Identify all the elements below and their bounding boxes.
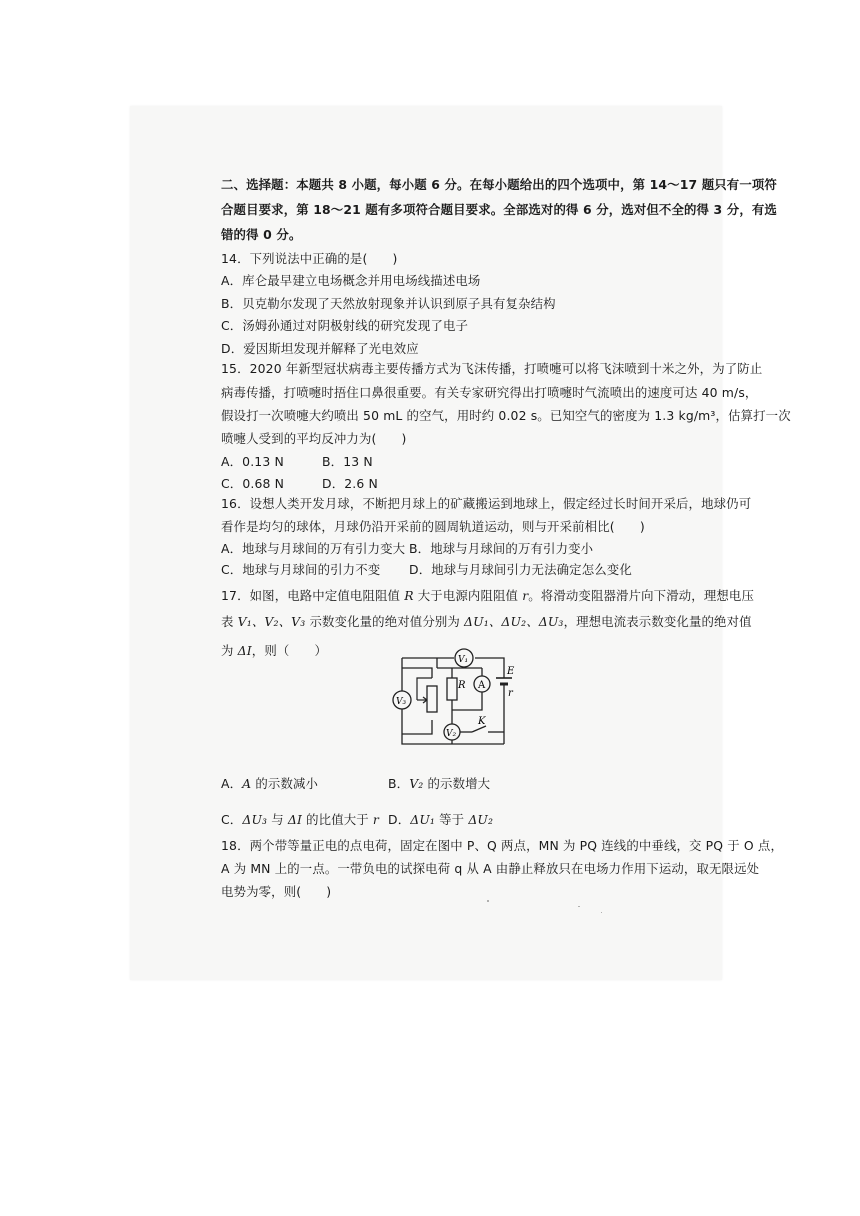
q16-stem-line-2: 看作是均匀的球体，月球仍沿开采前的圆周轨道运动，则与开采前相比( ) [221, 519, 645, 534]
rheostat-symbol [427, 686, 437, 712]
section-header-line-1: 二、选择题：本题共 8 小题，每小题 6 分。在每小题给出的四个选项中，第 14～17 题只有一项符 [221, 177, 777, 192]
option-text: 的比值大于 [302, 812, 373, 827]
option-math: A [242, 776, 252, 791]
circuit-wire-rheostat-top [402, 668, 432, 678]
option-text: 与 [267, 812, 288, 827]
q17-math-R: R [404, 588, 414, 603]
q15-stem-line-4: 喷嚏人受到的平均反冲力为( ) [221, 431, 407, 446]
option-math: r [372, 812, 379, 827]
q15-option-a: A．0.13 N [221, 454, 284, 469]
q14-option-a: A．库仑最早建立电场概念并用电场线描述电场 [221, 273, 481, 288]
q15-option-c: C．0.68 N [221, 476, 285, 491]
q17-math-delta-i: ΔI [237, 643, 252, 658]
section-header-line-3: 错的得 0 分。 [221, 227, 302, 242]
option-text: 的示数减小 [251, 776, 319, 791]
section-header-line-2: 合题目要求，第 18～21 题有多项符合题目要求。全部选对的得 6 分，选对但不全的得 3 分，有选 [221, 202, 777, 217]
option-math: ΔU₂ [468, 812, 494, 827]
q16-option-d: D．地球与月球间引力无法确定怎么变化 [409, 562, 632, 577]
option-math: ΔI [287, 812, 303, 827]
q14-option-d: D．爱因斯坦发现并解释了光电效应 [221, 341, 419, 356]
q16-option-c: C．地球与月球间的引力不变 [221, 562, 381, 577]
voltmeter-v1-label: V₁ [458, 655, 469, 665]
voltmeter-v3-label: V₃ [396, 697, 407, 707]
option-math: ΔU₁ [410, 812, 436, 827]
q18-stem-line-1: 18．两个带等量正电的点电荷，固定在图中 P、Q 两点，MN 为 PQ 连线的中垂线，交 PQ 于 O 点， [221, 838, 783, 853]
q15-option-d: D．2.6 N [322, 476, 378, 491]
q17-text: 为 [221, 643, 238, 658]
q17-stem-line-2 [221, 614, 752, 630]
q15-stem-line-1: 15．2020 年新型冠状病毒主要传播方式为飞沫传播，打喷嚏可以将飞沫喷到十米之外，为了防止 [221, 361, 763, 376]
q15-option-b: B．13 N [322, 454, 373, 469]
resistor-R-label: R [458, 680, 466, 691]
battery-internal-r-label: r [508, 688, 513, 699]
circuit-diagram [392, 648, 532, 750]
q18-stem-line-3: 电势为零，则( ) [221, 884, 332, 899]
battery-emf-label: E [507, 666, 515, 677]
circuit-wire-rheostat-bottom [402, 720, 432, 734]
q17-option-b [388, 776, 490, 792]
q17-math-delta-u: ΔU₁、ΔU₂、ΔU₃ [464, 614, 564, 629]
voltmeter-v2-label: V₂ [446, 729, 457, 739]
q17-option-a [221, 776, 318, 792]
scan-speck [601, 912, 602, 913]
option-prefix: A． [221, 776, 243, 791]
q17-math-r: r [522, 588, 529, 603]
q17-text: 大于电源内阻阻值 [413, 588, 523, 603]
option-prefix: B． [388, 776, 410, 791]
q17-stem-line-1 [221, 588, 754, 604]
q17-math-voltmeters: V₁、V₂、V₃ [237, 614, 306, 629]
option-prefix: D． [388, 812, 411, 827]
q17-text: ，理想电流表示数变化量的绝对值 [563, 614, 752, 629]
option-math: V₂ [409, 776, 424, 791]
q15-stem-line-2: 病毒传播，打喷嚏时捂住口鼻很重要。有关专家研究得出打喷嚏时气流喷出的速度可达 40 m/s， [221, 385, 758, 400]
q17-option-d [388, 812, 493, 828]
option-prefix: C． [221, 812, 243, 827]
switch-k-label: K [478, 716, 486, 727]
resistor-R-symbol [447, 678, 457, 700]
q17-text: 17．如图，电路中定值电阻阻值 [221, 588, 405, 603]
q15-stem-line-3: 假设打一次喷嚏大约喷出 50 mL 的空气，用时约 0.02 s。已知空气的密度为 1.3 kg/m³，估算打一次 [221, 408, 791, 423]
q17-text: ，则（ ） [251, 643, 328, 658]
scan-speck [578, 906, 580, 907]
q17-text: 。将滑动变阻器滑片向下滑动，理想电压 [528, 588, 754, 603]
scan-speck [487, 900, 489, 902]
q17-text: 示数变化量的绝对值分别为 [305, 614, 465, 629]
option-math: ΔU₃ [242, 812, 268, 827]
q14-stem: 14．下列说法中正确的是( ) [221, 251, 398, 266]
q17-stem-line-3 [221, 643, 327, 659]
q16-option-b: B．地球与月球间的万有引力变小 [409, 541, 594, 556]
q17-option-c [221, 812, 379, 828]
q16-option-a: A．地球与月球间的万有引力变大 [221, 541, 406, 556]
q16-stem-line-1: 16．设想人类开发月球，不断把月球上的矿藏搬运到地球上，假定经过长时间开采后，地球仍可 [221, 496, 752, 511]
option-text: 的示数增大 [423, 776, 491, 791]
q18-stem-line-2: A 为 MN 上的一点。一带负电的试探电荷 q 从 A 由静止释放只在电场力作用下运动，取无限远处 [221, 861, 760, 876]
option-text: 等于 [435, 812, 469, 827]
q17-text: 表 [221, 614, 238, 629]
rheostat-slider-wire [417, 678, 432, 700]
q14-option-b: B．贝克勒尔发现了天然放射现象并认识到原子具有复杂结构 [221, 296, 556, 311]
q14-option-c: C．汤姆孙通过对阴极射线的研究发现了电子 [221, 318, 469, 333]
ammeter-label: A [478, 680, 486, 691]
